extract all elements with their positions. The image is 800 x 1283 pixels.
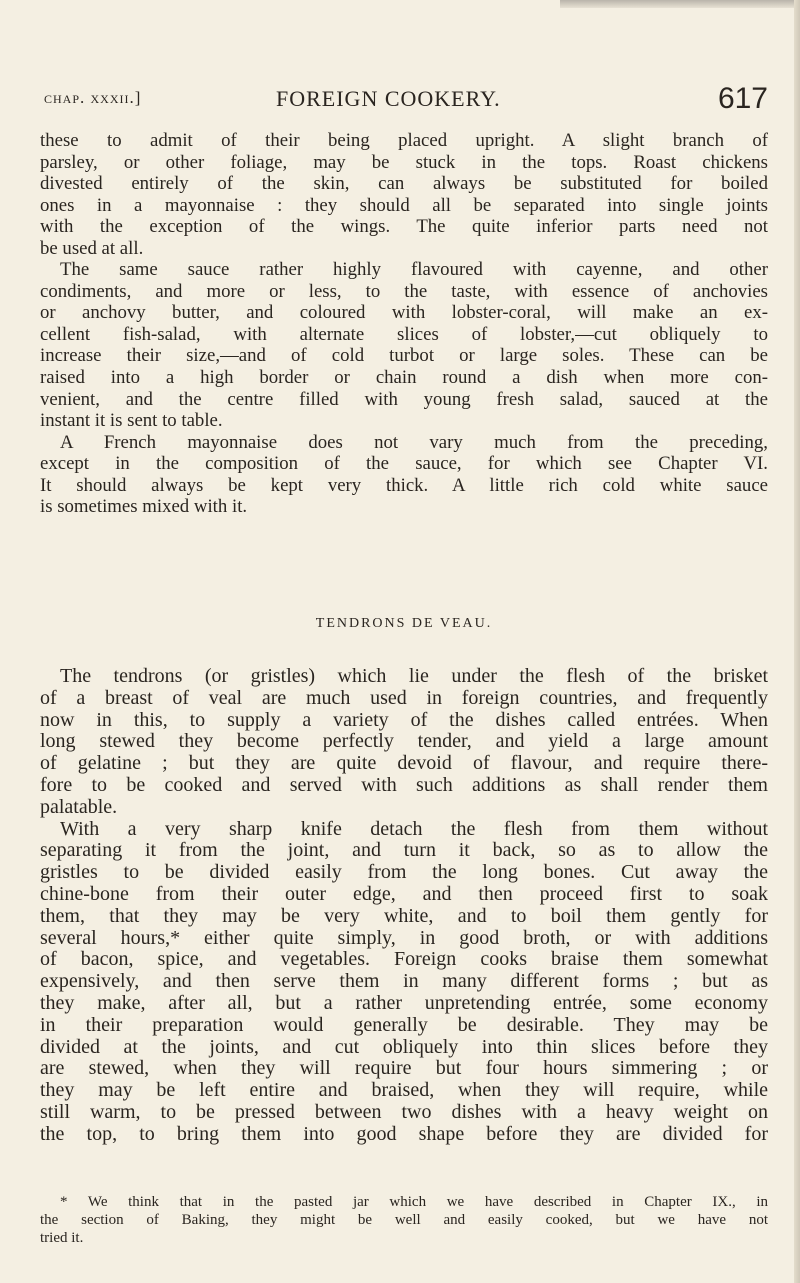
text-line: of a breast of veal are much used in foreign countries, and frequently (40, 686, 768, 709)
text-line: in their preparation would generally be desirable. They may be (40, 1013, 768, 1036)
page-edge-shadow (794, 0, 800, 1283)
text-line: separating it from the joint, and turn it back, so as to allow the (40, 839, 768, 862)
text-line: they make, after all, but a rather unpretending entrée, some economy (40, 991, 768, 1014)
text-line: divested entirely of the skin, can always be substituted for boiled (40, 173, 768, 195)
page-number: 617 (717, 82, 768, 115)
text-line: still warm, to be pressed between two dishes with a heavy weight on (40, 1100, 768, 1123)
text-line: the top, to bring them into good shape before they are divided for (40, 1122, 768, 1145)
footnote-line: * We think that in the pasted jar which we have described in Chapter IX., in (60, 1194, 768, 1210)
mayonnaise-continuation (40, 130, 768, 518)
text-line: be used at all. (40, 237, 144, 259)
text-line: chine-bone from their outer edge, and then proceed first to soak (40, 882, 768, 905)
text-line: increase their size,—and of cold turbot or large soles. These can be (40, 345, 768, 367)
text-line: are stewed, when they will require but four hours simmering ; or (40, 1057, 768, 1080)
chapter-label: chap. xxxii.] (44, 88, 142, 107)
text-line: with the exception of the wings. The quite inferior parts need not (40, 216, 768, 238)
text-line: is sometimes mixed with it. (40, 496, 248, 518)
text-line: palatable. (40, 795, 118, 818)
text-line: they may be left entire and braised, when they will require, while (40, 1079, 768, 1102)
text-line: these to admit of their being placed upright. A slight branch of (40, 130, 768, 151)
text-line: The tendrons (or gristles) which lie under the flesh of the brisket (60, 665, 768, 687)
tendrons-section (40, 666, 768, 1146)
text-line: venient, and the centre filled with young fresh salad, sauced at the (40, 388, 768, 410)
text-line: now in this, to supply a variety of the dishes called entrées. When (40, 708, 768, 731)
text-line: expensively, and then serve them in many different forms ; but as (40, 970, 768, 993)
text-line: long stewed they become perfectly tender, and yield a large amount (40, 730, 768, 753)
footnote (40, 1193, 768, 1247)
text-line: It should always be kept very thick. A little rich cold white sauce (40, 474, 768, 496)
text-line: instant it is sent to table. (40, 410, 223, 432)
text-line: cellent fish-salad, with alternate slices of lobster,—cut obliquely to (40, 323, 768, 345)
text-line: With a very sharp knife detach the flesh from them without (60, 817, 768, 840)
text-line: A French mayonnaise does not vary much from the preceding, (60, 431, 768, 453)
text-line: ones in a mayonnaise : they should all be separated into single joints (40, 194, 768, 216)
running-header (40, 82, 768, 122)
text-line: parsley, or other foliage, may be stuck in the tops. Roast chickens (40, 151, 768, 173)
text-line: of bacon, spice, and vegetables. Foreign cooks braise them somewhat (40, 948, 768, 971)
text-line: raised into a high border or chain round a dish when more con- (40, 367, 768, 389)
running-title: FOREIGN COOKERY. (276, 86, 501, 111)
text-line: of gelatine ; but they are quite devoid of flavour, and require there- (40, 752, 768, 775)
text-line: them, that they may be very white, and to boil them gently for (40, 904, 768, 927)
text-line: gristles to be divided easily from the long bones. Cut away the (40, 861, 768, 884)
text-line: The same sauce rather highly flavoured with cayenne, and other (60, 259, 768, 281)
text-line: condiments, and more or less, to the taste, with essence of anchovies (40, 280, 768, 302)
footnote-line: tried it. (40, 1230, 84, 1246)
footnote-line: the section of Baking, they might be well and easily cooked, but we have not (40, 1212, 768, 1228)
text-line: except in the composition of the sauce, for which see Chapter VI. (40, 453, 768, 475)
top-edge-rule (560, 0, 800, 8)
section-heading: TENDRONS DE VEAU. (315, 616, 493, 631)
text-line: fore to be cooked and served with such additions as shall render them (40, 773, 768, 796)
text-line: several hours,* either quite simply, in good broth, or with additions (40, 926, 768, 949)
text-line: or anchovy butter, and coloured with lobster-coral, will make an ex- (40, 302, 768, 324)
text-line: divided at the joints, and cut obliquely into thin slices before they (40, 1035, 768, 1058)
